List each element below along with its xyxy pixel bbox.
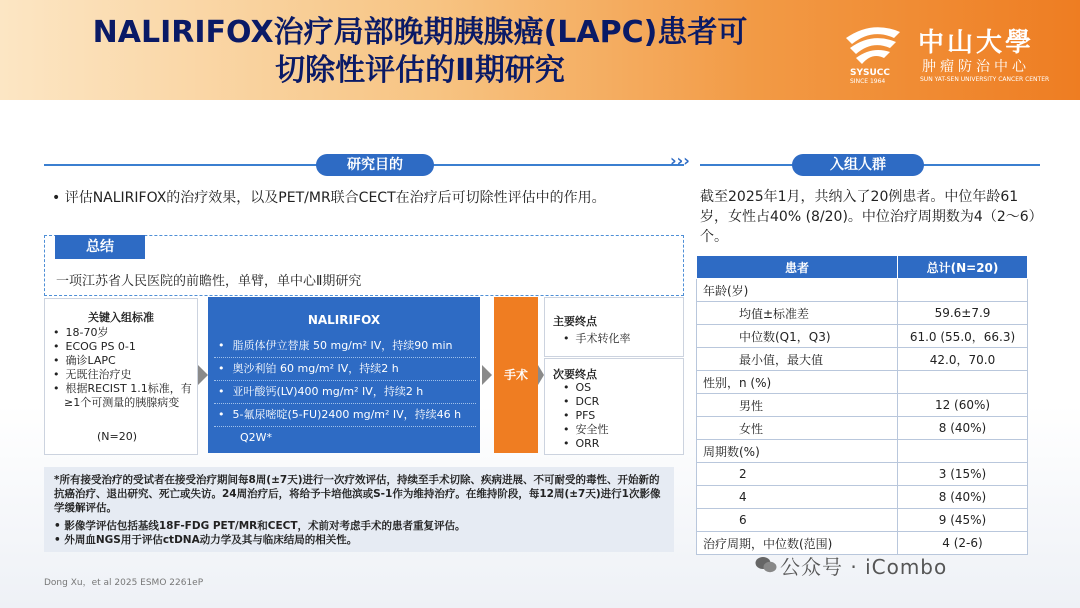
table-cell: 年龄(岁) bbox=[697, 279, 898, 302]
secondary-endpoint-title: 次要终点 bbox=[553, 368, 597, 381]
surgery-box: 手术 bbox=[494, 297, 538, 453]
table-cell: 61.0 (55.0，66.3) bbox=[898, 325, 1028, 348]
table-cell: 周期数(%) bbox=[697, 440, 898, 463]
table-cell: 4 (2-6) bbox=[898, 532, 1028, 555]
table-row bbox=[697, 440, 1028, 463]
secondary-endpoint-list bbox=[563, 381, 609, 451]
primary-endpoint-box bbox=[544, 297, 684, 357]
criteria-item: • 确诊LAPC bbox=[53, 354, 194, 368]
primary-endpoint-title: 主要终点 bbox=[553, 315, 597, 328]
objective-text: • 评估NALIRIFOX的治疗效果，以及PET/MR联合CECT在治疗后可切除性评估中的作用。 bbox=[52, 190, 606, 206]
regimen-title: NALIRIFOX bbox=[307, 313, 381, 327]
table-row bbox=[697, 417, 1028, 440]
summary-tag: 总结 bbox=[55, 235, 145, 259]
arrow-right-icon bbox=[482, 365, 492, 385]
logo-subname-cn: 肿瘤防治中心 bbox=[922, 59, 1030, 75]
table-row bbox=[697, 509, 1028, 532]
logo-year: SINCE 1964 bbox=[850, 78, 886, 85]
footnote-main: *所有接受治疗的受试者在接受治疗期间每8周(±7天)进行一次疗效评估，持续至手术切除、疾病进展、不可耐受的毒性、开始新的抗癌治疗、退出研究、死亡或失访。24周治疗后，将给予卡培他滨或S-1作为维持治疗。在维持阶段，每12周(±7天)进行1次影像学缓解评估。 bbox=[54, 474, 661, 514]
criteria-item: • 根据RECIST 1.1标准，有≥1个可测量的胰腺病变 bbox=[53, 382, 194, 410]
table-cell: 6 bbox=[697, 509, 898, 532]
header-band bbox=[0, 0, 1080, 100]
table-cell: 男性 bbox=[697, 394, 898, 417]
table-header-cell: 患者 bbox=[697, 256, 898, 279]
citation: Dong Xu，et al 2025 ESMO 2261eP bbox=[44, 578, 204, 588]
primary-endpoint-list bbox=[563, 332, 631, 346]
endpoint-item: • OS bbox=[563, 381, 609, 395]
criteria-n: (N=20) bbox=[97, 430, 138, 443]
table-row bbox=[697, 371, 1028, 394]
criteria-item: • ECOG PS 0-1 bbox=[53, 340, 194, 354]
table-cell: 59.6±7.9 bbox=[898, 302, 1028, 325]
watermark-text: 公众号 · iCombo bbox=[780, 555, 948, 579]
slide-title bbox=[20, 14, 820, 90]
title-line-2: 切除性评估的Ⅱ期研究 bbox=[275, 53, 565, 88]
table-cell: 中位数(Q1，Q3) bbox=[697, 325, 898, 348]
table-row bbox=[697, 279, 1028, 302]
table-row bbox=[697, 486, 1028, 509]
sysucc-emblem-icon bbox=[842, 18, 904, 68]
logo-name-cn: 中山大學 bbox=[918, 28, 1035, 58]
regimen-item: • 脂质体伊立替康 50 mg/m² IV，持续90 min bbox=[214, 335, 476, 358]
table-row bbox=[697, 325, 1028, 348]
footnote-box bbox=[44, 467, 674, 552]
inclusion-criteria-box bbox=[44, 298, 198, 455]
table-header-cell: 总计(N=20) bbox=[898, 256, 1028, 279]
footnote-bullet: • 外周血NGS用于评估ctDNA动力学及其与临床结局的相关性。 bbox=[54, 534, 358, 546]
table-cell bbox=[898, 279, 1028, 302]
table-cell: 治疗周期，中位数(范围) bbox=[697, 532, 898, 555]
nalirifox-regimen-box bbox=[208, 297, 480, 453]
footnote-bullet: • 影像学评估包括基线18F-FDG PET/MR和CECT，术前对考虑手术的患者重复评估。 bbox=[54, 520, 466, 532]
baseline-table bbox=[696, 255, 1028, 555]
endpoint-item: • ORR bbox=[563, 437, 609, 451]
endpoint-item: • DCR bbox=[563, 395, 609, 409]
table-cell bbox=[898, 371, 1028, 394]
table-cell: 9 (45%) bbox=[898, 509, 1028, 532]
chevron-right-icon: ››› bbox=[670, 151, 690, 170]
table-cell: 42.0，70.0 bbox=[898, 348, 1028, 371]
table-row bbox=[697, 302, 1028, 325]
title-line-1: NALIRIFOX治疗局部晚期胰腺癌(LAPC)患者可 bbox=[92, 15, 748, 50]
table-cell: 2 bbox=[697, 463, 898, 486]
enrollment-text: 截至2025年1月，共纳入了20例患者。中位年龄61岁，女性占40% (8/20)。中位治疗周期数为4（2～6）个。 bbox=[700, 189, 1043, 245]
criteria-list bbox=[53, 326, 194, 410]
endpoint-item: • 安全性 bbox=[563, 423, 609, 437]
table-row bbox=[697, 394, 1028, 417]
criteria-item: • 18-70岁 bbox=[53, 326, 194, 340]
table-row bbox=[697, 348, 1028, 371]
wechat-icon bbox=[755, 556, 777, 574]
sysucc-logo bbox=[842, 18, 1062, 88]
table-cell: 女性 bbox=[697, 417, 898, 440]
table-cell: 3 (15%) bbox=[898, 463, 1028, 486]
secondary-endpoint-box bbox=[544, 358, 684, 455]
regimen-item: Q2W* bbox=[240, 431, 273, 444]
criteria-title: 关键入组标准 bbox=[88, 311, 154, 324]
objective-pill: 研究目的 bbox=[316, 154, 434, 176]
table-row bbox=[697, 463, 1028, 486]
endpoint-item: • PFS bbox=[563, 409, 609, 423]
table-cell: 性别，n (%) bbox=[697, 371, 898, 394]
table-cell: 8 (40%) bbox=[898, 486, 1028, 509]
table-cell: 4 bbox=[697, 486, 898, 509]
regimen-list bbox=[214, 335, 476, 449]
endpoint-item: • 手术转化率 bbox=[563, 332, 631, 346]
criteria-item: • 无既往治疗史 bbox=[53, 368, 194, 382]
logo-abbreviation: SYSUCC bbox=[850, 68, 890, 78]
arrow-right-icon bbox=[198, 365, 208, 385]
table-cell bbox=[898, 440, 1028, 463]
population-pill: 入组人群 bbox=[792, 154, 924, 176]
regimen-item: • 奥沙利铂 60 mg/m² IV，持续2 h bbox=[214, 358, 476, 381]
table-header-row bbox=[697, 256, 1028, 279]
regimen-item: • 亚叶酸钙(LV)400 mg/m² IV，持续2 h bbox=[214, 381, 476, 404]
table-cell: 均值±标准差 bbox=[697, 302, 898, 325]
table-cell: 最小值，最大值 bbox=[697, 348, 898, 371]
table-cell: 8 (40%) bbox=[898, 417, 1028, 440]
table-cell: 12 (60%) bbox=[898, 394, 1028, 417]
regimen-item: • 5-氟尿嘧啶(5-FU)2400 mg/m² IV，持续46 h bbox=[214, 404, 476, 427]
summary-text: 一项江苏省人民医院的前瞻性，单臂，单中心Ⅱ期研究 bbox=[56, 274, 362, 289]
logo-name-en: SUN YAT-SEN UNIVERSITY CANCER CENTER bbox=[920, 76, 1050, 83]
